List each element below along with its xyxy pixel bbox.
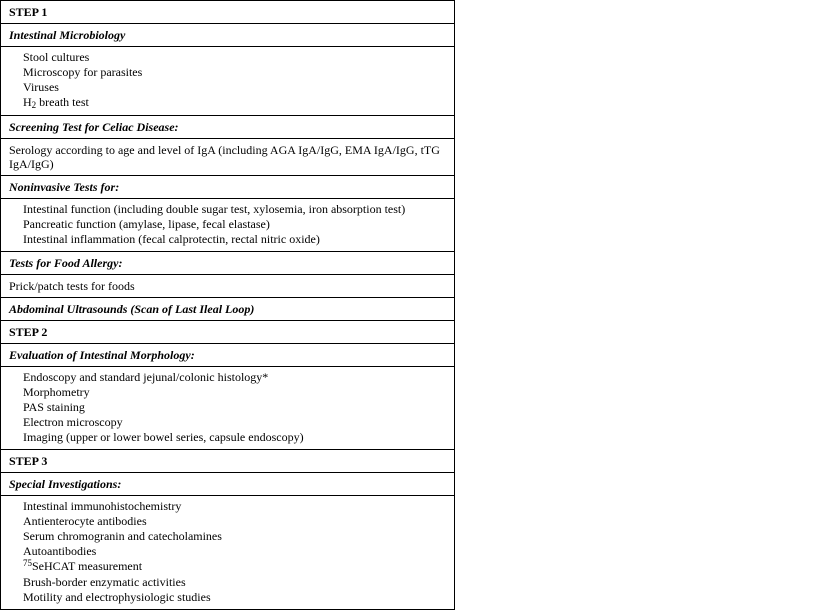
list-item-superscript: 75 [23, 558, 32, 568]
list-item-text-pre: H [23, 95, 32, 109]
table-row [1, 252, 455, 275]
table-cell-section [1, 473, 455, 496]
table-cell-step [1, 1, 455, 24]
list-item: Pancreatic function (amylase, lipase, fecal elastase) [23, 217, 270, 231]
table-cell-list [1, 367, 455, 450]
list-item: Antienterocyte antibodies [23, 514, 147, 528]
list-item: Intestinal immunohistochemistry [23, 499, 182, 513]
table-row [1, 139, 455, 176]
table-row [1, 450, 455, 473]
list-item: Electron microscopy [23, 415, 123, 429]
table-cell-step [1, 450, 455, 473]
table-cell-section [1, 252, 455, 275]
table-cell-plain [1, 139, 455, 176]
list-item: Stool cultures [23, 50, 90, 64]
table-row [1, 321, 455, 344]
list-item: Autoantibodies [23, 544, 97, 558]
table-row [1, 275, 455, 298]
list-item-subscript: 2 [31, 100, 37, 110]
table-row [1, 47, 455, 116]
table-cell-plain [1, 275, 455, 298]
step-heading: STEP 2 [9, 325, 48, 339]
item-list [1, 367, 454, 449]
table-cell-section [1, 116, 455, 139]
table-row [1, 176, 455, 199]
table-row [1, 473, 455, 496]
table-cell-section [1, 176, 455, 199]
table-row [1, 1, 455, 24]
table-row [1, 116, 455, 139]
table-body [1, 1, 455, 610]
table-cell-list [1, 199, 455, 252]
section-heading: Noninvasive Tests for: [9, 180, 120, 194]
table-cell-section [1, 24, 455, 47]
table-cell-step [1, 321, 455, 344]
list-item: Motility and electrophysiologic studies [23, 590, 211, 604]
table-row [1, 496, 455, 610]
table-cell-list [1, 47, 455, 116]
list-item: Microscopy for parasites [23, 65, 143, 79]
plain-text-line: Prick/patch tests for foods [9, 279, 135, 293]
section-heading: Screening Test for Celiac Disease: [9, 120, 179, 134]
table-cell-section [1, 344, 455, 367]
item-list [1, 199, 454, 251]
list-item: Endoscopy and standard jejunal/colonic histology* [23, 370, 269, 384]
list-item: PAS staining [23, 400, 85, 414]
section-heading: Abdominal Ultrasounds (Scan of Last Ileal Loop) [9, 302, 255, 316]
table-cell-list [1, 496, 455, 610]
item-list [1, 496, 454, 609]
list-item: Intestinal function (including double sugar test, xylosemia, iron absorption test) [23, 202, 406, 216]
table-cell-section [1, 298, 455, 321]
section-heading: Special Investigations: [9, 477, 122, 491]
list-item-text-post: breath test [36, 95, 89, 109]
step-heading: STEP 1 [9, 5, 48, 19]
section-heading: Evaluation of Intestinal Morphology: [9, 348, 195, 362]
item-list [1, 47, 454, 115]
list-item [1, 95, 454, 111]
list-item: Brush-border enzymatic activities [23, 575, 186, 589]
list-item-text-post: SeHCAT measurement [32, 559, 143, 573]
list-item: Imaging (upper or lower bowel series, capsule endoscopy) [23, 430, 304, 444]
list-item: Morphometry [23, 385, 90, 399]
list-item: Intestinal inflammation (fecal calprotectin, rectal nitric oxide) [23, 232, 320, 246]
list-item [1, 559, 454, 575]
table-row [1, 344, 455, 367]
section-heading: Tests for Food Allergy: [9, 256, 123, 270]
plain-text-line: Serology according to age and level of IgA (including AGA IgA/IgG, EMA IgA/IgG, tTG IgA/IgG) [9, 143, 440, 171]
table-row [1, 367, 455, 450]
section-heading: Intestinal Microbiology [9, 28, 126, 42]
table-row [1, 199, 455, 252]
table-row [1, 24, 455, 47]
table-row [1, 298, 455, 321]
list-item: Serum chromogranin and catecholamines [23, 529, 222, 543]
step-heading: STEP 3 [9, 454, 48, 468]
list-item: Viruses [23, 80, 59, 94]
